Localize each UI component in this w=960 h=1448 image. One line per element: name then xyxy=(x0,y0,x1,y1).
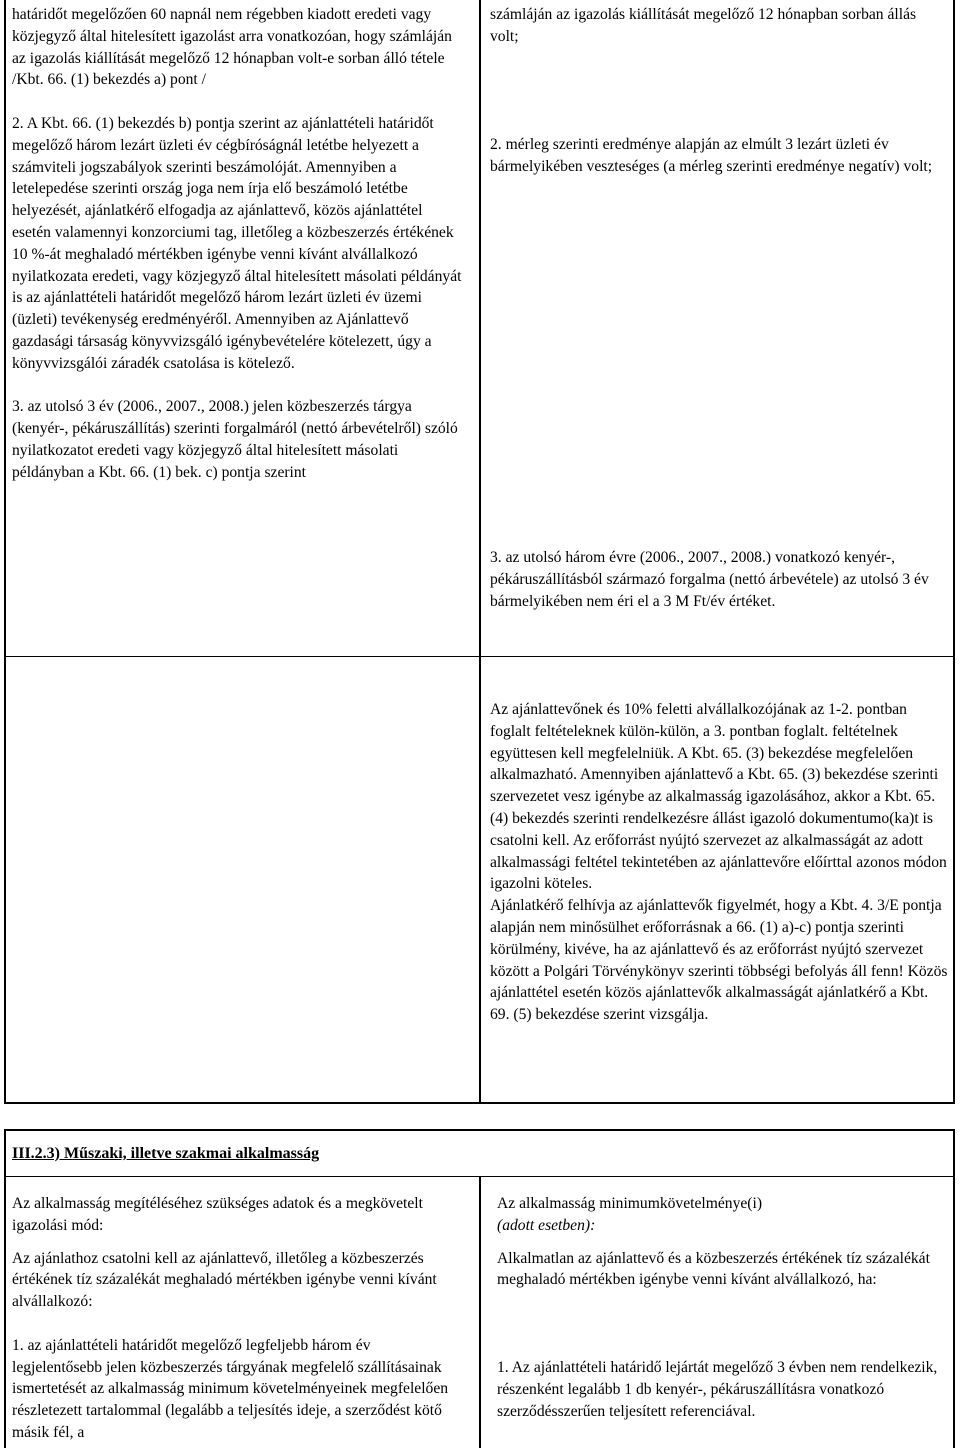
section-left-heading: Az alkalmasság megítéléséhez szükséges adatok és a megkövetelt igazolási mód: xyxy=(12,1195,423,1234)
section-title xyxy=(12,1143,612,1165)
section-right-intro: Alkalmatlan az ajánlattevő és a közbeszerzés értékének tíz százalékát meghaladó mértékben igénybe venni kívánt alvállalkozó, ha: xyxy=(497,1249,930,1289)
right-note: Az ajánlattevőnek és 10% feletti alvállalkozójának az 1-2. pontban foglalt feltételeknek külön-külön, a 3. pontban foglalt. feltételnek együttesen kell megfelelniük. A Kbt. 65. (3) bekezdése megfelelően alkalmazható. Amennyiben ajánlattevő a Kbt. 65. (3) bekezdése szerinti szervezetet vesz igénybe az alkalmasság igazolásához, akkor a Kbt. 65. (4) bekezdés szerinti rendelkezésre állást igazoló dokumentumo(ka)t is csatolni kell. Az erőforrást nyújtó szervezet az alkalmasságát az adott alkalmassági feltétel tekintetében az ajánlattevőre előírttal azonos módon igazolni köteles. xyxy=(490,701,947,893)
section-left-cell xyxy=(12,1193,462,1444)
top-left-cell xyxy=(12,4,462,484)
section-top-border xyxy=(4,1129,955,1131)
section-right-item-1-block xyxy=(497,1357,942,1422)
top-table-left-border xyxy=(4,0,6,1104)
right-item-2-block xyxy=(490,134,938,178)
right-item-3: 3. az utolsó három évre (2006., 2007., 2008.) vonatkozó kenyér-, pékáruszállításból származó forgalma (nettó árbevétele) az utolsó 3 év bármelyikében nem éri el a 3 M Ft/év értéket. xyxy=(490,549,929,610)
right-item-2: 2. mérleg szerinti eredménye alapján az elmúlt 3 lezárt üzleti év bármelyikében veszteséges (a mérleg szerinti eredménye negatív) volt; xyxy=(490,136,933,175)
top-table-right-border xyxy=(953,0,955,1104)
right-note-block xyxy=(490,699,948,1026)
section-right-heading-note: (adott esetben): xyxy=(497,1216,596,1234)
section-left-intro: Az ajánlathoz csatolni kell az ajánlattevő, illetőleg a közbeszerzés értékének tíz százalékát meghaladó mértékben igénybe venni kívánt alvállalkozó: xyxy=(12,1249,437,1311)
top-table-bottom-border xyxy=(4,1102,955,1104)
top-table-row-divider xyxy=(4,656,955,657)
left-item-3: 3. az utolsó 3 év (2006., 2007., 2008.) jelen közbeszerzés tárgya (kenyér-, pékáruszállítás) szerinti forgalmáról (nettó árbevételről) szóló nyilatkozatot eredeti vagy közjegyző által hitelesített másolati példányban a Kbt. 66. (1) bek. c) pontja szerint xyxy=(12,398,458,481)
right-item-3-block xyxy=(490,547,938,612)
top-right-cell xyxy=(490,4,938,48)
top-table-divider xyxy=(479,0,481,1104)
left-item-2: 2. A Kbt. 66. (1) bekezdés b) pontja szerint az ajánlattételi határidőt megelőző három lezárt üzleti év cégbíróságnál letétbe helyezett a számviteli jogszabályok szerinti beszámolóját. Amennyiben a letelepedése szerinti ország joga nem írja elő beszámoló letétbe helyezését, ajánlatkérő elfogadja az ajánlattevő, közös ajánlattétel esetén valamennyi konzorciumi tag, illetőleg a közbeszerzés értékének 10 %-át meghaladó mértékben igénybe venni kívánt alvállalkozó nyilatkozata eredeti, vagy közjegyző által hitelesített másolati példányát is az ajánlattételi határidőt megelőző három lezárt üzleti év üzemi (üzleti) tevékenység eredményéről. Amennyiben az Ajánlattevő gazdasági társaság könyvvizsgáló igénybevételére kötelezett, úgy a könyvvizsgálói záradék csatolása is kötelező. xyxy=(12,114,462,372)
section-right-cell xyxy=(497,1193,942,1291)
left-continued-paragraph: határidőt megelőzően 60 napnál nem régebben kiadott eredeti vagy közjegyző által hitelesített igazolást arra vonatkozóan, hogy számláján az igazolás kiállítását megelőző 12 hónapban volt-e sorban álló tétele /Kbt. 66. (1) bekezdés a) pont / xyxy=(12,6,452,89)
section-right-item-1: 1. Az ajánlattételi határidő lejártát megelőző 3 évben nem rendelkezik, részenként legalább 1 db kenyér-, pékáruszállításra vonatkozó szerződésszerűen teljesített referenciával. xyxy=(497,1359,938,1420)
section-title-divider xyxy=(4,1176,955,1177)
section-left-item-1: 1. az ajánlattételi határidőt megelőző legfeljebb három év legjelentősebb jelen közbeszerzés tárgyának megfelelő szállításainak ismertetését az alkalmasság minimum követelményeinek megfelelően részletezett tartalommal (legalább a teljesítés ideje, a szerződést kötő másik fél, a xyxy=(12,1336,449,1441)
right-note-2: Ajánlatkérő felhívja az ajánlattevők figyelmét, hogy a Kbt. 4. 3/E pontja alapján nem minősülhet erőforrásnak a 66. (1) a)-c) pontja szerinti körülmény, kivéve, ha az ajánlattevő és az erőforrást nyújtó szervezet között a Polgári Törvénykönyv szerinti többségi befolyás áll fenn! Közös ajánlattétel esetén közös ajánlattevők alkalmasságát ajánlatkérő a Kbt. 69. (5) bekezdése szerint vizsgálja. xyxy=(490,897,948,1024)
section-right-heading: Az alkalmasság minimumkövetelménye(i) xyxy=(497,1195,763,1212)
section-title-text: III.2.3) Műszaki, illetve szakmai alkalmasság xyxy=(12,1145,320,1162)
right-continued-paragraph: számláján az igazolás kiállítását megelőző 12 hónapban sorban állás volt; xyxy=(490,6,917,45)
section-divider xyxy=(479,1176,481,1448)
